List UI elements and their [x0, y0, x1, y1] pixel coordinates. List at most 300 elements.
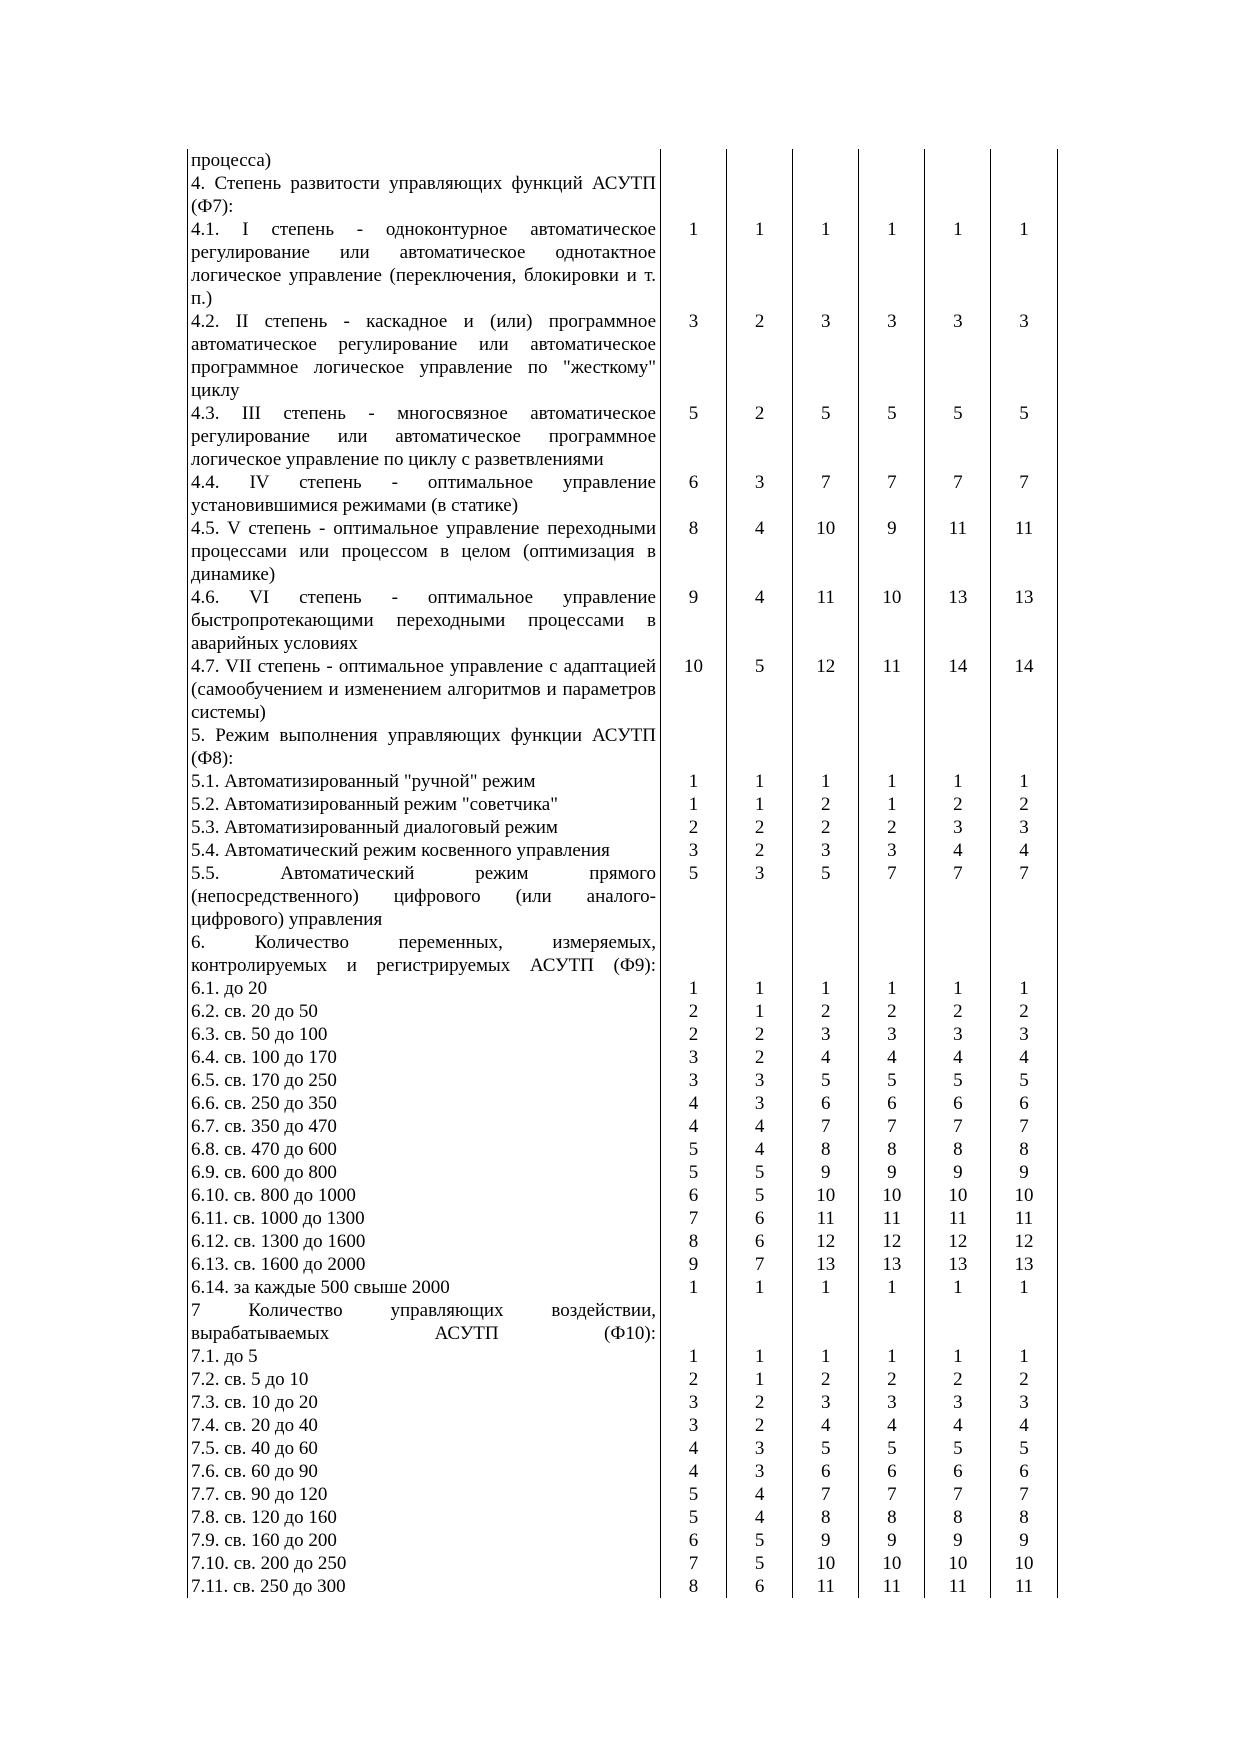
- table-row: [188, 1529, 1058, 1552]
- row-value-col-3: 5: [793, 402, 859, 471]
- row-value-col-1: 3: [661, 1391, 727, 1414]
- row-value-col-2: 1: [727, 793, 793, 816]
- table-row: [188, 1460, 1058, 1483]
- row-value-col-2: [727, 172, 793, 218]
- row-value-col-6: 1: [991, 770, 1057, 793]
- row-value-col-2: 4: [727, 517, 793, 586]
- row-value-col-2: [727, 724, 793, 770]
- row-value-col-6: 9: [991, 1161, 1057, 1184]
- table-row: [188, 1138, 1058, 1161]
- table-row: [188, 310, 1058, 402]
- table-row: [188, 1368, 1058, 1391]
- row-value-col-4: 1: [859, 977, 925, 1000]
- row-value-col-6: 9: [991, 1529, 1057, 1552]
- row-value-col-5: 13: [925, 586, 991, 655]
- row-description: 4.5. V степень - оптимальное управление переходными процессами или процессом в целом (оптимизация в динамике): [188, 517, 661, 586]
- row-value-col-2: [727, 149, 793, 172]
- row-value-col-5: 11: [925, 517, 991, 586]
- row-value-col-6: 13: [991, 1253, 1057, 1276]
- row-value-col-2: 3: [727, 1437, 793, 1460]
- row-description: 6.4. св. 100 до 170: [188, 1046, 661, 1069]
- row-value-col-1: 5: [661, 1138, 727, 1161]
- row-value-col-2: 3: [727, 1460, 793, 1483]
- table-row: [188, 402, 1058, 471]
- row-value-col-4: 1: [859, 770, 925, 793]
- row-value-col-3: 3: [793, 310, 859, 402]
- table-row: [188, 1483, 1058, 1506]
- row-value-col-4: 11: [859, 1575, 925, 1598]
- table-row: [188, 1046, 1058, 1069]
- row-value-col-6: 1: [991, 218, 1057, 310]
- row-value-col-2: 1: [727, 1276, 793, 1299]
- row-value-col-2: 1: [727, 1345, 793, 1368]
- row-value-col-4: 11: [859, 1207, 925, 1230]
- row-value-col-1: 6: [661, 471, 727, 517]
- row-value-col-3: 2: [793, 1368, 859, 1391]
- row-value-col-4: 8: [859, 1506, 925, 1529]
- row-value-col-2: 5: [727, 1529, 793, 1552]
- row-value-col-3: 5: [793, 1069, 859, 1092]
- row-value-col-5: 7: [925, 1115, 991, 1138]
- row-value-col-3: [793, 149, 859, 172]
- row-value-col-3: 1: [793, 1345, 859, 1368]
- row-value-col-3: 9: [793, 1161, 859, 1184]
- table-row: [188, 586, 1058, 655]
- row-value-col-5: 4: [925, 1046, 991, 1069]
- row-value-col-1: 8: [661, 1230, 727, 1253]
- row-value-col-6: [991, 149, 1057, 172]
- table-row: [188, 816, 1058, 839]
- row-value-col-4: 12: [859, 1230, 925, 1253]
- row-value-col-3: 2: [793, 793, 859, 816]
- table-row: [188, 1092, 1058, 1115]
- row-description: 4.6. VI степень - оптимальное управление быстропротекающими переходными процессами в аварийных условиях: [188, 586, 661, 655]
- row-value-col-4: 3: [859, 310, 925, 402]
- row-value-col-4: 7: [859, 1483, 925, 1506]
- table-row: [188, 1575, 1058, 1598]
- row-value-col-2: 2: [727, 816, 793, 839]
- table-body: [188, 149, 1058, 1598]
- row-value-col-5: 3: [925, 816, 991, 839]
- row-value-col-5: 1: [925, 1276, 991, 1299]
- row-value-col-1: 3: [661, 839, 727, 862]
- row-value-col-1: 2: [661, 1023, 727, 1046]
- row-value-col-3: 6: [793, 1460, 859, 1483]
- row-value-col-4: 2: [859, 1368, 925, 1391]
- row-value-col-6: 1: [991, 1345, 1057, 1368]
- row-value-col-5: 6: [925, 1092, 991, 1115]
- table-row: [188, 655, 1058, 724]
- row-value-col-4: 11: [859, 655, 925, 724]
- row-value-col-2: 2: [727, 1046, 793, 1069]
- row-description: 6.8. св. 470 до 600: [188, 1138, 661, 1161]
- row-value-col-1: 6: [661, 1184, 727, 1207]
- row-value-col-6: [991, 1299, 1057, 1345]
- row-description: 7.11. св. 250 до 300: [188, 1575, 661, 1598]
- row-value-col-1: 8: [661, 1575, 727, 1598]
- row-value-col-6: 11: [991, 517, 1057, 586]
- row-value-col-5: 5: [925, 1069, 991, 1092]
- row-value-col-5: 10: [925, 1184, 991, 1207]
- row-value-col-1: [661, 172, 727, 218]
- coefficients-table: [187, 149, 1058, 1598]
- row-description: 4. Степень развитости управляющих функций АСУТП (Ф7):: [188, 172, 661, 218]
- row-value-col-1: 3: [661, 1069, 727, 1092]
- row-value-col-4: 1: [859, 793, 925, 816]
- row-value-col-1: 7: [661, 1552, 727, 1575]
- table-row: [188, 770, 1058, 793]
- table-row: [188, 1414, 1058, 1437]
- row-value-col-4: [859, 1299, 925, 1345]
- row-value-col-2: 5: [727, 1161, 793, 1184]
- row-description: 7.10. св. 200 до 250: [188, 1552, 661, 1575]
- row-value-col-1: 2: [661, 816, 727, 839]
- row-value-col-6: 14: [991, 655, 1057, 724]
- row-value-col-5: [925, 172, 991, 218]
- row-value-col-6: 7: [991, 471, 1057, 517]
- row-description: 7.4. св. 20 до 40: [188, 1414, 661, 1437]
- row-value-col-6: 7: [991, 1115, 1057, 1138]
- row-value-col-3: 3: [793, 839, 859, 862]
- row-value-col-1: [661, 149, 727, 172]
- row-value-col-3: 5: [793, 1437, 859, 1460]
- row-value-col-4: 7: [859, 862, 925, 931]
- row-value-col-1: 4: [661, 1092, 727, 1115]
- row-description: 7.5. св. 40 до 60: [188, 1437, 661, 1460]
- row-value-col-2: [727, 931, 793, 977]
- row-value-col-2: 1: [727, 770, 793, 793]
- row-value-col-4: 5: [859, 1069, 925, 1092]
- row-description: 7.7. св. 90 до 120: [188, 1483, 661, 1506]
- table-row: [188, 1552, 1058, 1575]
- row-value-col-3: 7: [793, 471, 859, 517]
- row-value-col-4: 5: [859, 1437, 925, 1460]
- row-value-col-5: 3: [925, 1391, 991, 1414]
- row-value-col-2: 4: [727, 1138, 793, 1161]
- row-value-col-6: 3: [991, 310, 1057, 402]
- row-value-col-6: 2: [991, 793, 1057, 816]
- row-value-col-6: 5: [991, 1069, 1057, 1092]
- row-value-col-5: 2: [925, 1368, 991, 1391]
- row-value-col-3: 12: [793, 655, 859, 724]
- row-value-col-2: 6: [727, 1230, 793, 1253]
- row-value-col-3: 11: [793, 1207, 859, 1230]
- row-value-col-2: [727, 1299, 793, 1345]
- row-value-col-3: 8: [793, 1506, 859, 1529]
- row-description: 7.8. св. 120 до 160: [188, 1506, 661, 1529]
- row-value-col-3: 4: [793, 1414, 859, 1437]
- row-value-col-6: 6: [991, 1460, 1057, 1483]
- row-value-col-5: 5: [925, 402, 991, 471]
- row-value-col-3: 7: [793, 1115, 859, 1138]
- row-value-col-4: 2: [859, 816, 925, 839]
- row-value-col-2: 5: [727, 1552, 793, 1575]
- row-value-col-6: 11: [991, 1207, 1057, 1230]
- table-row: [188, 1207, 1058, 1230]
- row-value-col-5: 3: [925, 1023, 991, 1046]
- row-value-col-3: 3: [793, 1023, 859, 1046]
- row-value-col-5: [925, 724, 991, 770]
- row-value-col-2: 5: [727, 1184, 793, 1207]
- row-value-col-2: 3: [727, 1069, 793, 1092]
- table-row: [188, 862, 1058, 931]
- row-value-col-6: 1: [991, 1276, 1057, 1299]
- row-value-col-4: 5: [859, 402, 925, 471]
- row-value-col-4: 10: [859, 586, 925, 655]
- row-description: 4.2. II степень - каскадное и (или) программное автоматическое регулирование или автоматическое программное логическое управление по "жесткому" циклу: [188, 310, 661, 402]
- row-value-col-2: 6: [727, 1575, 793, 1598]
- row-value-col-6: 11: [991, 1575, 1057, 1598]
- row-value-col-2: 5: [727, 655, 793, 724]
- row-value-col-1: 9: [661, 1253, 727, 1276]
- row-value-col-4: [859, 931, 925, 977]
- row-value-col-3: 1: [793, 770, 859, 793]
- row-value-col-5: [925, 1299, 991, 1345]
- row-value-col-1: [661, 724, 727, 770]
- row-value-col-1: 4: [661, 1437, 727, 1460]
- row-description: 6.12. св. 1300 до 1600: [188, 1230, 661, 1253]
- row-value-col-5: 11: [925, 1207, 991, 1230]
- row-description: 7 Количество управляющих воздействии, вырабатываемых АСУТП (Ф10):: [188, 1299, 661, 1345]
- row-description: 6.10. св. 800 до 1000: [188, 1184, 661, 1207]
- row-value-col-2: 4: [727, 1483, 793, 1506]
- row-description: 6.3. св. 50 до 100: [188, 1023, 661, 1046]
- table-row: [188, 793, 1058, 816]
- row-value-col-4: 6: [859, 1460, 925, 1483]
- row-value-col-5: 5: [925, 1437, 991, 1460]
- table-row: [188, 977, 1058, 1000]
- row-value-col-3: 10: [793, 517, 859, 586]
- table-row: [188, 172, 1058, 218]
- row-value-col-4: 9: [859, 517, 925, 586]
- row-value-col-2: 1: [727, 977, 793, 1000]
- row-value-col-1: 5: [661, 402, 727, 471]
- table-row: [188, 1276, 1058, 1299]
- row-value-col-4: 3: [859, 839, 925, 862]
- row-value-col-6: 12: [991, 1230, 1057, 1253]
- row-value-col-5: 11: [925, 1575, 991, 1598]
- row-value-col-1: 9: [661, 586, 727, 655]
- row-value-col-1: 6: [661, 1529, 727, 1552]
- row-value-col-3: 2: [793, 1000, 859, 1023]
- row-description: 5. Режим выполнения управляющих функции АСУТП (Ф8):: [188, 724, 661, 770]
- row-value-col-4: 7: [859, 1115, 925, 1138]
- row-value-col-5: 10: [925, 1552, 991, 1575]
- row-value-col-3: [793, 931, 859, 977]
- row-description: 4.7. VII степень - оптимальное управление с адаптацией (самообучением и изменением алгоритмов и параметров системы): [188, 655, 661, 724]
- row-description: 4.3. III степень - многосвязное автоматическое регулирование или автоматическое программное логическое управление по циклу с разветвлениями: [188, 402, 661, 471]
- row-value-col-4: 9: [859, 1529, 925, 1552]
- row-value-col-2: 3: [727, 862, 793, 931]
- table-row: [188, 1437, 1058, 1460]
- row-value-col-5: [925, 931, 991, 977]
- row-value-col-5: 3: [925, 310, 991, 402]
- row-value-col-6: 6: [991, 1092, 1057, 1115]
- row-value-col-5: 2: [925, 793, 991, 816]
- row-value-col-5: 7: [925, 1483, 991, 1506]
- row-value-col-1: 3: [661, 1414, 727, 1437]
- table-row: [188, 1345, 1058, 1368]
- row-description: 4.1. I степень - одноконтурное автоматическое регулирование или автоматическое однотактное логическое управление (переключения, блокировки и т. п.): [188, 218, 661, 310]
- row-value-col-2: 2: [727, 1023, 793, 1046]
- row-value-col-1: 5: [661, 862, 727, 931]
- row-value-col-5: 1: [925, 770, 991, 793]
- row-description: 5.5. Автоматический режим прямого (непосредственного) цифрового (или аналого-цифрового) управления: [188, 862, 661, 931]
- row-value-col-2: 2: [727, 402, 793, 471]
- row-description: 5.3. Автоматизированный диалоговый режим: [188, 816, 661, 839]
- row-value-col-3: 3: [793, 1391, 859, 1414]
- row-value-col-4: 3: [859, 1023, 925, 1046]
- row-value-col-2: 2: [727, 1414, 793, 1437]
- row-value-col-6: 3: [991, 816, 1057, 839]
- row-description: 6.11. св. 1000 до 1300: [188, 1207, 661, 1230]
- table-row: [188, 1506, 1058, 1529]
- row-value-col-5: 1: [925, 218, 991, 310]
- row-value-col-3: 8: [793, 1138, 859, 1161]
- row-value-col-4: 6: [859, 1092, 925, 1115]
- row-value-col-4: 7: [859, 471, 925, 517]
- row-value-col-5: 9: [925, 1161, 991, 1184]
- row-value-col-3: 5: [793, 862, 859, 931]
- row-value-col-4: 8: [859, 1138, 925, 1161]
- table-row: [188, 1023, 1058, 1046]
- row-value-col-1: [661, 1299, 727, 1345]
- row-value-col-1: 1: [661, 1276, 727, 1299]
- row-value-col-5: 7: [925, 471, 991, 517]
- row-value-col-3: 13: [793, 1253, 859, 1276]
- row-value-col-3: 2: [793, 816, 859, 839]
- row-value-col-6: 1: [991, 977, 1057, 1000]
- row-value-col-1: 5: [661, 1506, 727, 1529]
- row-value-col-4: 1: [859, 218, 925, 310]
- row-value-col-1: 3: [661, 1046, 727, 1069]
- row-value-col-5: 7: [925, 862, 991, 931]
- row-value-col-6: 7: [991, 862, 1057, 931]
- row-value-col-5: 1: [925, 1345, 991, 1368]
- row-description: 6.14. за каждые 500 свыше 2000: [188, 1276, 661, 1299]
- row-description: процесса): [188, 149, 661, 172]
- row-value-col-1: 4: [661, 1460, 727, 1483]
- row-value-col-5: 4: [925, 1414, 991, 1437]
- row-value-col-4: [859, 149, 925, 172]
- row-value-col-3: 12: [793, 1230, 859, 1253]
- row-value-col-1: 8: [661, 517, 727, 586]
- row-value-col-5: 1: [925, 977, 991, 1000]
- row-value-col-2: 7: [727, 1253, 793, 1276]
- row-value-col-1: 1: [661, 793, 727, 816]
- row-value-col-3: 10: [793, 1552, 859, 1575]
- row-value-col-1: 1: [661, 1345, 727, 1368]
- row-value-col-5: 8: [925, 1138, 991, 1161]
- row-description: 7.1. до 5: [188, 1345, 661, 1368]
- row-value-col-6: 8: [991, 1138, 1057, 1161]
- row-value-col-4: 1: [859, 1345, 925, 1368]
- table-row: [188, 1184, 1058, 1207]
- row-value-col-6: 10: [991, 1552, 1057, 1575]
- row-value-col-6: 5: [991, 402, 1057, 471]
- row-value-col-3: 9: [793, 1529, 859, 1552]
- table-row: [188, 1230, 1058, 1253]
- row-value-col-6: [991, 724, 1057, 770]
- table-row: [188, 724, 1058, 770]
- row-value-col-1: 10: [661, 655, 727, 724]
- row-value-col-2: 1: [727, 1000, 793, 1023]
- row-description: 6.1. до 20: [188, 977, 661, 1000]
- row-value-col-5: 14: [925, 655, 991, 724]
- row-value-col-1: 4: [661, 1115, 727, 1138]
- row-description: 6.5. св. 170 до 250: [188, 1069, 661, 1092]
- row-description: 6. Количество переменных, измеряемых, контролируемых и регистрируемых АСУТП (Ф9):: [188, 931, 661, 977]
- row-value-col-1: 1: [661, 770, 727, 793]
- row-value-col-5: 2: [925, 1000, 991, 1023]
- row-value-col-4: 4: [859, 1414, 925, 1437]
- row-value-col-3: 11: [793, 1575, 859, 1598]
- table-row: [188, 149, 1058, 172]
- row-value-col-3: 4: [793, 1046, 859, 1069]
- row-value-col-1: 2: [661, 1000, 727, 1023]
- row-value-col-6: [991, 931, 1057, 977]
- row-value-col-1: 1: [661, 218, 727, 310]
- table-row: [188, 1115, 1058, 1138]
- row-description: 7.6. св. 60 до 90: [188, 1460, 661, 1483]
- row-description: 5.1. Автоматизированный "ручной" режим: [188, 770, 661, 793]
- row-value-col-2: 2: [727, 839, 793, 862]
- row-description: 6.2. св. 20 до 50: [188, 1000, 661, 1023]
- row-value-col-6: [991, 172, 1057, 218]
- row-description: 7.9. св. 160 до 200: [188, 1529, 661, 1552]
- row-value-col-3: 11: [793, 586, 859, 655]
- table-row: [188, 1299, 1058, 1345]
- row-value-col-4: [859, 172, 925, 218]
- row-description: 5.2. Автоматизированный режим "советчика": [188, 793, 661, 816]
- table-row: [188, 839, 1058, 862]
- row-value-col-3: [793, 1299, 859, 1345]
- row-value-col-6: 8: [991, 1506, 1057, 1529]
- row-value-col-3: 10: [793, 1184, 859, 1207]
- row-value-col-1: 3: [661, 310, 727, 402]
- row-value-col-6: 4: [991, 839, 1057, 862]
- row-value-col-4: 13: [859, 1253, 925, 1276]
- row-description: 7.2. св. 5 до 10: [188, 1368, 661, 1391]
- row-value-col-4: 10: [859, 1552, 925, 1575]
- row-description: 7.3. св. 10 до 20: [188, 1391, 661, 1414]
- row-value-col-3: [793, 172, 859, 218]
- row-value-col-2: 4: [727, 586, 793, 655]
- row-value-col-1: 1: [661, 977, 727, 1000]
- row-value-col-4: 10: [859, 1184, 925, 1207]
- row-value-col-5: [925, 149, 991, 172]
- table-row: [188, 931, 1058, 977]
- row-description: 4.4. IV степень - оптимальное управление установившимися режимами (в статике): [188, 471, 661, 517]
- row-value-col-2: 1: [727, 218, 793, 310]
- table-row: [188, 1391, 1058, 1414]
- row-description: 6.7. св. 350 до 470: [188, 1115, 661, 1138]
- table-row: [188, 218, 1058, 310]
- row-value-col-4: 2: [859, 1000, 925, 1023]
- row-value-col-3: 6: [793, 1092, 859, 1115]
- row-value-col-3: 1: [793, 977, 859, 1000]
- row-value-col-2: 4: [727, 1115, 793, 1138]
- row-value-col-4: 9: [859, 1161, 925, 1184]
- table-row: [188, 471, 1058, 517]
- row-value-col-3: [793, 724, 859, 770]
- row-value-col-6: 4: [991, 1046, 1057, 1069]
- row-value-col-1: 7: [661, 1207, 727, 1230]
- row-description: 6.6. св. 250 до 350: [188, 1092, 661, 1115]
- row-value-col-5: 8: [925, 1506, 991, 1529]
- row-value-col-4: 4: [859, 1046, 925, 1069]
- row-value-col-1: 5: [661, 1483, 727, 1506]
